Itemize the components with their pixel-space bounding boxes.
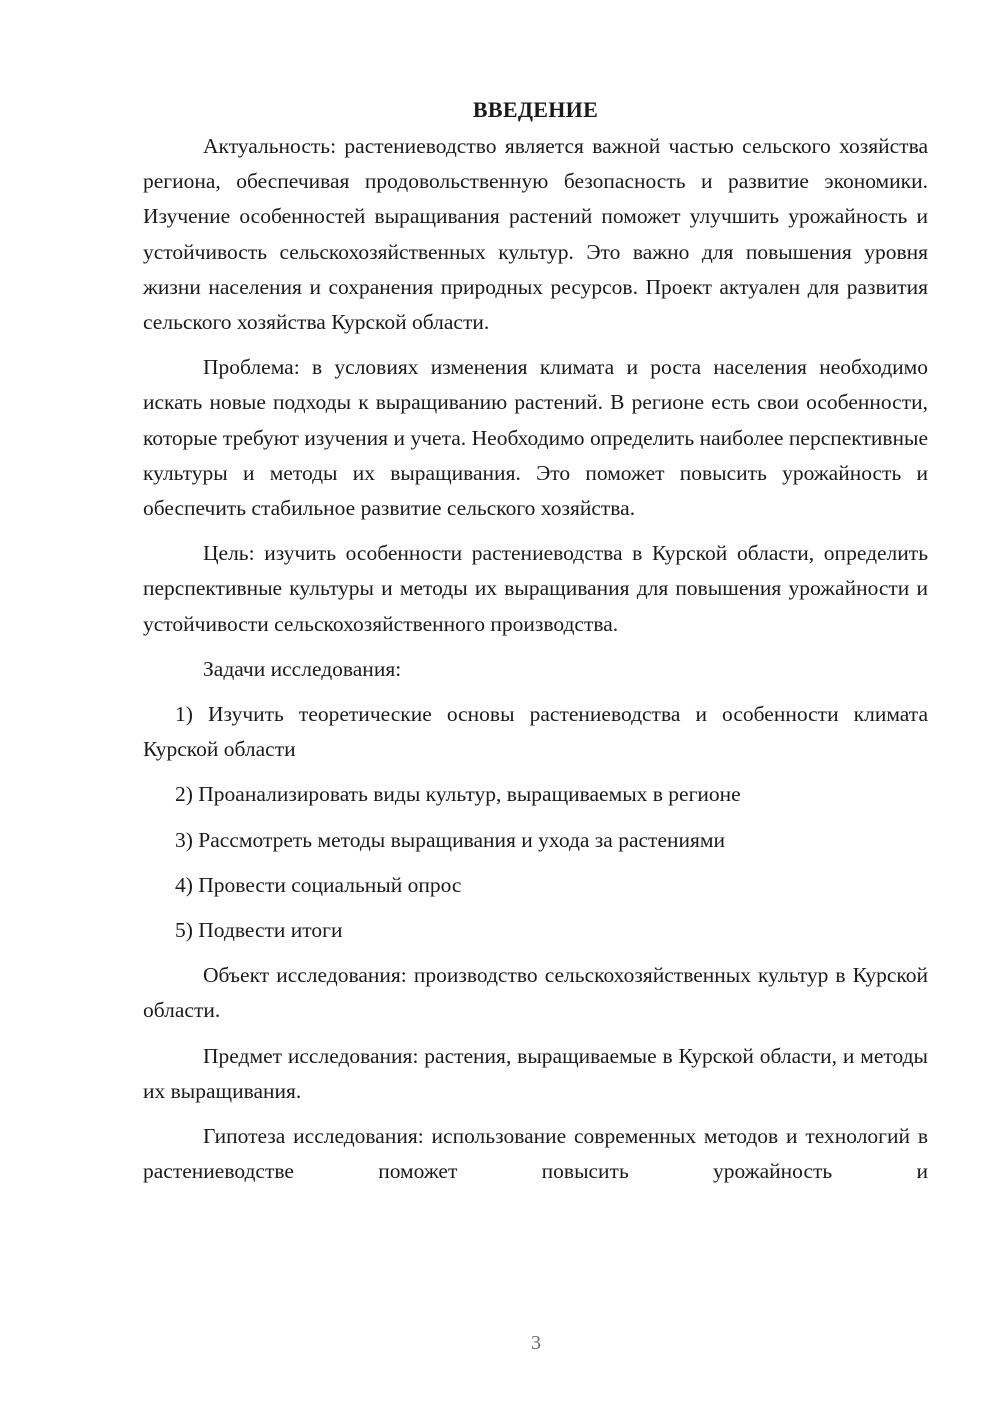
paragraph-subject: Предмет исследования: растения, выращиваемые в Курской области, и методы их выращивания. <box>143 1043 928 1103</box>
paragraph-object: Объект исследования: производство сельскохозяйственных культур в Курской области. <box>143 963 928 1023</box>
list-item: 4) Провести социальный опрос <box>175 872 462 897</box>
tasks-list <box>143 697 928 948</box>
list-item: 3) Рассмотреть методы выращивания и ухода за растениями <box>175 827 726 852</box>
list-item: 1) Изучить теоретические основы растениеводства и особенности климата Курской области <box>143 702 928 762</box>
paragraph-hypothesis: Гипотеза исследования: использование современных методов и технологий в растениеводстве поможет повысить урожайность и <box>143 1124 928 1184</box>
document-page <box>143 92 928 1189</box>
paragraph-goal: Цель: изучить особенности растениеводства в Курской области, определить перспективные культуры и методы их выращивания для повышения урожайности и устойчивости сельскохозяйственного производства. <box>143 541 928 636</box>
paragraph-problem: Проблема: в условиях изменения климата и роста населения необходимо искать новые подходы к выращиванию растений. В регионе есть свои особенности, которые требуют изучения и учета. Необходимо определить наиболее перспективные культуры и методы их выращивания. Это поможет повысить урожайность и обеспечить стабильное развитие сельского хозяйства. <box>143 355 928 521</box>
tasks-heading: Задачи исследования: <box>203 656 402 681</box>
paragraph-relevance: Актуальность: растениеводство является важной частью сельского хозяйства региона, обеспечивая продовольственную безопасность и развитие экономики. Изучение особенностей выращивания растений поможет улучшить урожайность и устойчивость сельскохозяйственных культур. Это важно для повышения уровня жизни населения и сохранения природных ресурсов. Проект актуален для развития сельского хозяйства Курской области. <box>143 134 928 335</box>
list-item: 2) Проанализировать виды культур, выращиваемых в регионе <box>175 782 741 807</box>
page-number: 3 <box>531 1332 541 1354</box>
list-item: 5) Подвести итоги <box>175 918 343 943</box>
section-title: ВВЕДЕНИЕ <box>472 97 599 122</box>
